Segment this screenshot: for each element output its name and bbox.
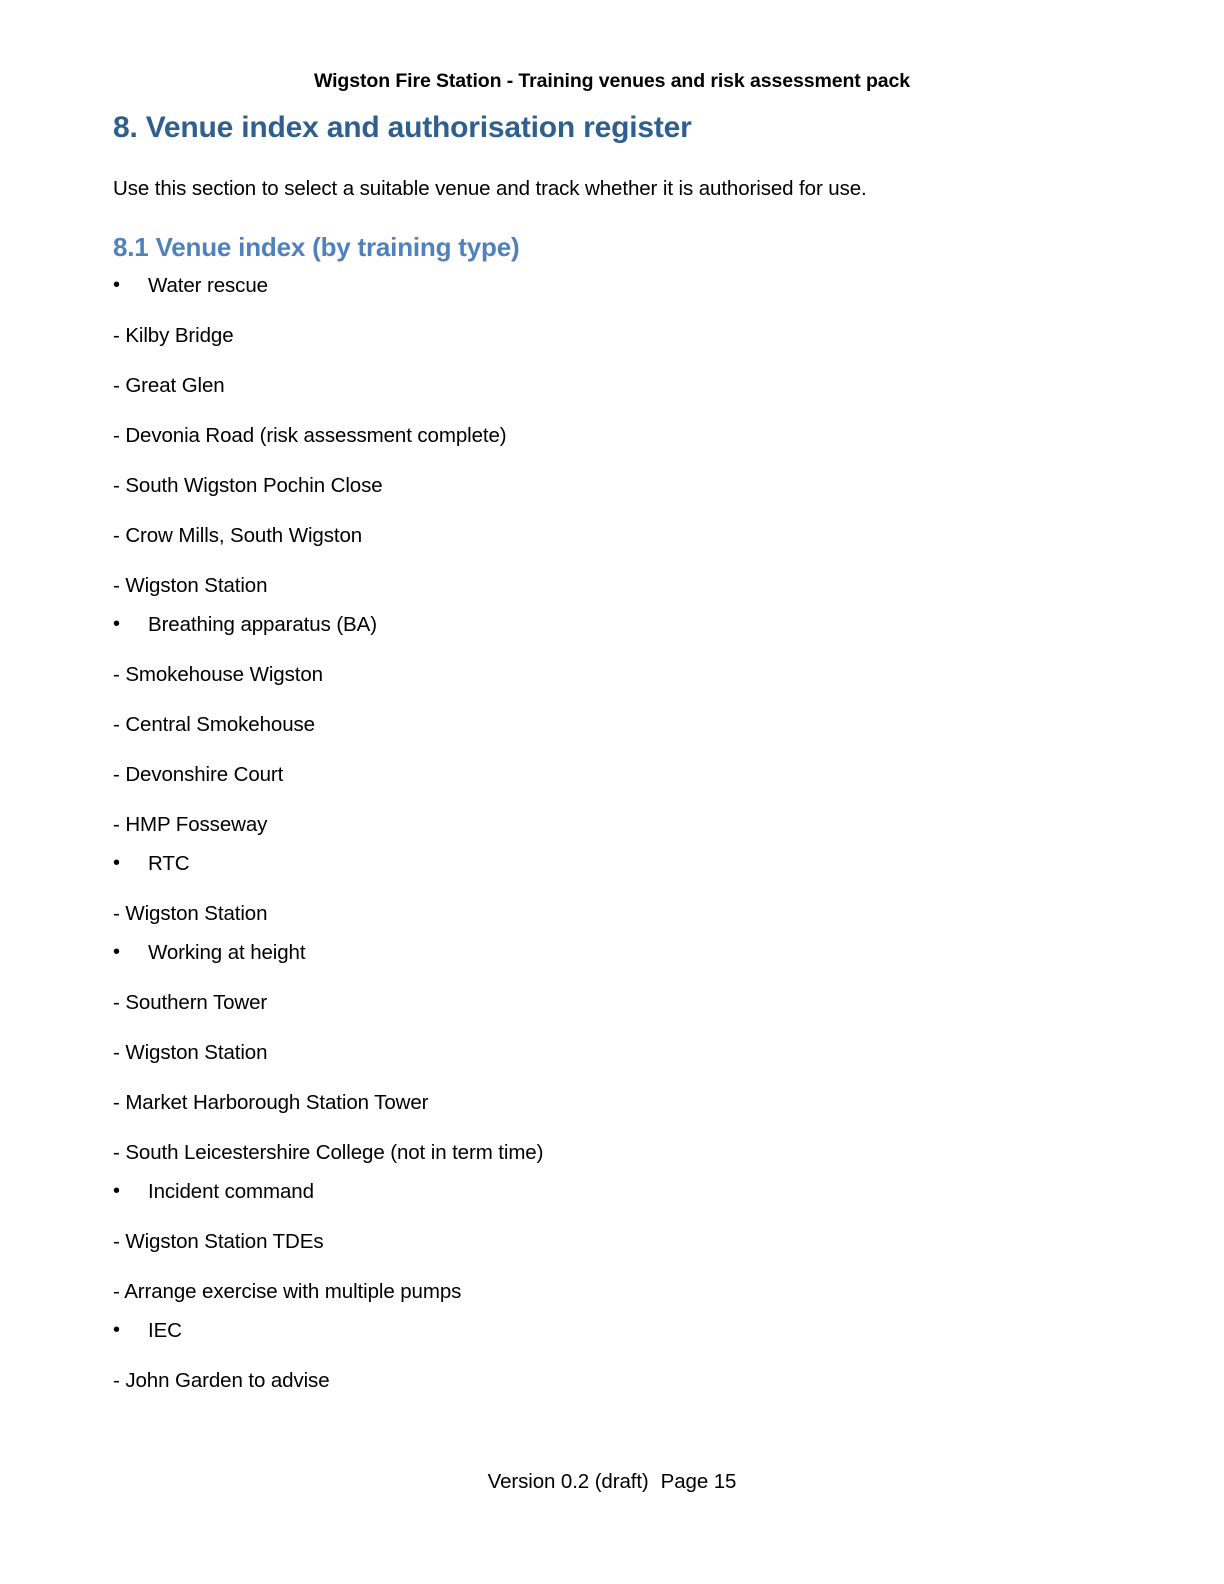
training-type-item: • RTC	[113, 851, 1113, 877]
venue-item: - Wigston Station	[113, 902, 268, 925]
venue-item: - Southern Tower	[113, 991, 268, 1014]
page-content	[113, 108, 1113, 1394]
training-type-item: • Breathing apparatus (BA)	[113, 612, 1113, 638]
page-title: 8. Venue index and authorisation register	[113, 111, 692, 144]
training-type-item: • Water rescue	[113, 273, 1113, 299]
venue-item: - South Wigston Pochin Close	[113, 474, 383, 497]
footer-version: Version 0.2 (draft)	[487, 1470, 649, 1493]
venue-index-list	[113, 273, 1113, 1394]
venue-item: - Crow Mills, South Wigston	[113, 524, 363, 547]
venue-item: - South Leicestershire College (not in term time)	[113, 1141, 544, 1164]
training-type-item: • Incident command	[113, 1179, 1113, 1205]
venue-item: - Central Smokehouse	[113, 713, 315, 736]
venue-item: - Wigston Station TDEs	[113, 1230, 324, 1253]
venue-item: - Arrange exercise with multiple pumps	[113, 1280, 462, 1303]
venue-item: - Wigston Station	[113, 574, 268, 597]
footer-page-number: Page 15	[660, 1470, 737, 1493]
venue-item: - Devonshire Court	[113, 763, 284, 786]
venue-item: - Market Harborough Station Tower	[113, 1091, 429, 1114]
venue-item: - John Garden to advise	[113, 1369, 330, 1392]
venue-item: - Kilby Bridge	[113, 324, 234, 347]
venue-item: - Great Glen	[113, 374, 225, 397]
document-footer	[0, 1470, 1224, 1494]
training-type-item: • IEC	[113, 1318, 1113, 1344]
intro-paragraph: Use this section to select a suitable venue and track whether it is authorised for use.	[113, 177, 867, 200]
venue-item: - Smokehouse Wigston	[113, 663, 323, 686]
venue-item: - Devonia Road (risk assessment complete)	[113, 424, 507, 447]
subsection-title: 8.1 Venue index (by training type)	[113, 232, 520, 262]
document-header: Wigston Fire Station - Training venues and risk assessment pack	[313, 70, 911, 92]
venue-item: - Wigston Station	[113, 1041, 268, 1064]
training-type-item: • Working at height	[113, 940, 1113, 966]
venue-item: - HMP Fosseway	[113, 813, 268, 836]
